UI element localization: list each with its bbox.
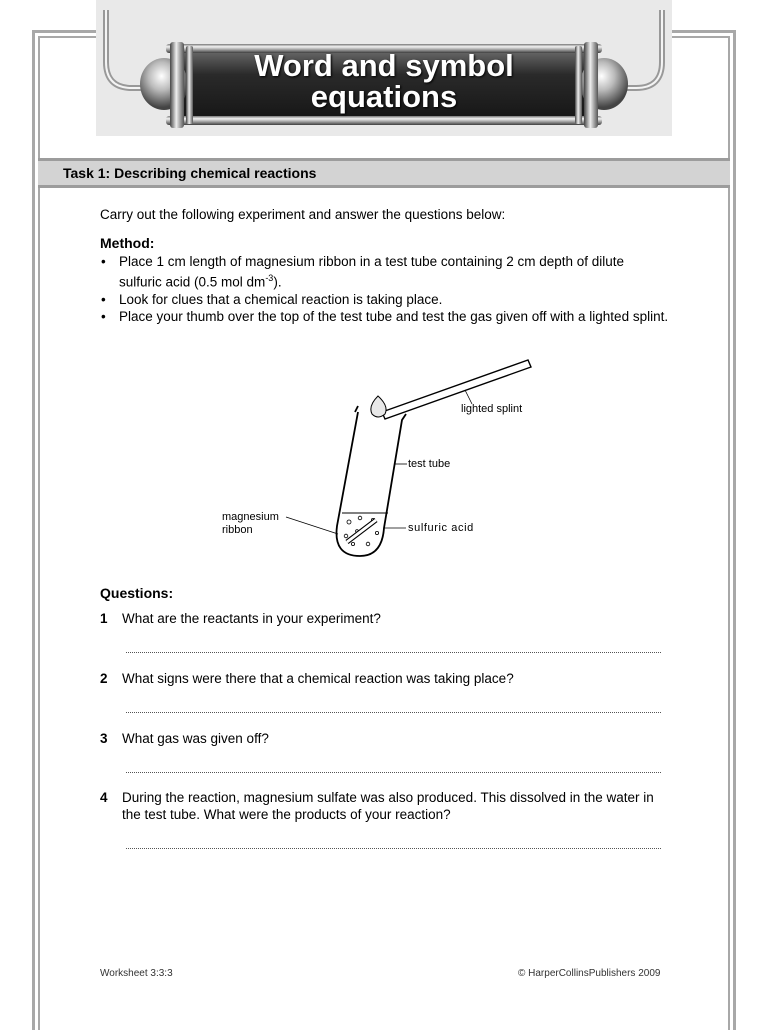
- leader-line: [465, 390, 472, 404]
- footer-copyright: © HarperCollinsPublishers 2009: [518, 968, 661, 979]
- task-header-bar: [38, 158, 730, 188]
- method-heading: Method:: [100, 235, 155, 251]
- label-lighted-splint: lighted splint: [461, 403, 523, 415]
- question-number: 3: [100, 731, 108, 746]
- flame-icon: [371, 396, 386, 417]
- bullet-icon: •: [101, 291, 106, 307]
- experiment-diagram: [210, 348, 550, 563]
- test-tube-outline: [336, 406, 406, 556]
- question-number: 1: [100, 611, 108, 626]
- question-text: During the reaction, magnesium sulfate was also produced. This dissolved in the water in the test tube. What were the products of your reaction?: [122, 790, 654, 822]
- bullet-icon: •: [101, 308, 106, 324]
- label-sulfuric-acid: sulfuric acid: [408, 522, 474, 534]
- question-text: What signs were there that a chemical reaction was taking place?: [122, 671, 514, 686]
- bullet-icon: •: [101, 254, 106, 269]
- question-number: 4: [100, 790, 108, 805]
- page-title: [186, 50, 582, 112]
- task-title: Task 1: Describing chemical reactions: [63, 165, 317, 181]
- question-text: What gas was given off?: [122, 731, 269, 746]
- intro-text: Carry out the following experiment and answer the questions below:: [100, 207, 506, 222]
- leader-line: [286, 517, 338, 534]
- title-line-1: Word and symbol: [254, 48, 514, 83]
- answer-line[interactable]: [126, 712, 661, 713]
- question-text: What are the reactants in your experiment?: [122, 611, 381, 626]
- answer-line[interactable]: [126, 772, 661, 773]
- method-list: [100, 253, 670, 325]
- label-test-tube: test tube: [408, 458, 451, 470]
- method-step: • Place 1 cm length of magnesium ribbon in a test tube containing 2 cm depth of dilute sulfuric acid (0.5 mol $dm^{-3}$).: [101, 254, 625, 290]
- questions-heading: Questions:: [100, 585, 174, 601]
- method-step: • Look for clues that a chemical reaction is taking place.: [101, 291, 443, 307]
- title-line-2: equations: [310, 79, 458, 114]
- label-ribbon: ribbon: [222, 524, 253, 536]
- footer-worksheet-ref: Worksheet 3:3:3: [100, 968, 173, 979]
- answer-line[interactable]: [126, 652, 661, 653]
- magnesium-ribbon-inner: [347, 520, 376, 542]
- answer-line[interactable]: [126, 848, 661, 849]
- label-magnesium: magnesium: [222, 511, 279, 523]
- question-number: 2: [100, 671, 108, 686]
- method-step: • Place your thumb over the top of the test tube and test the gas given off with a lighted splint.: [101, 308, 669, 324]
